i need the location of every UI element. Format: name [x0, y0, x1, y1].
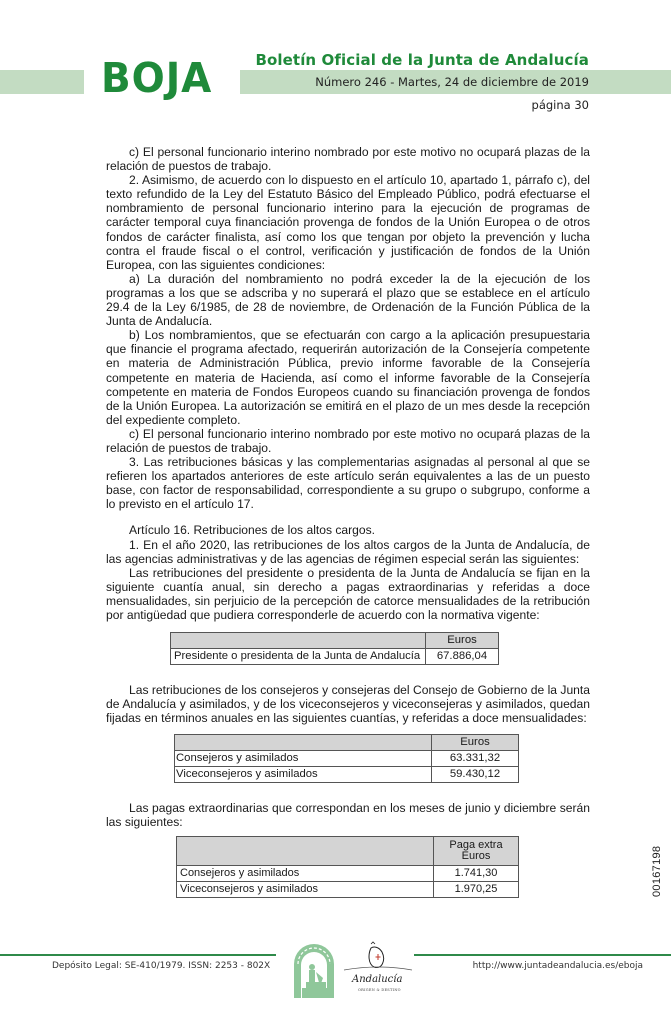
- andalucia-wordmark: Andalucía: [352, 974, 403, 985]
- article-heading: Artículo 16. Retribuciones de los altos cargos.: [129, 523, 376, 538]
- table-row: [175, 767, 519, 783]
- boja-logo: BOJA: [101, 54, 213, 102]
- table-cell-value: 1.741,30: [434, 865, 519, 881]
- paragraph: Las retribuciones de los consejeros y consejeras del Consejo de Gobierno de la Junta de Andalucía y asimilados, y de los viceconsejeros y viceconsejeras y asimilados, quedan fijadas en términos anuales en las siguientes cuantías, y referidas a doce mensualidades:: [106, 683, 590, 726]
- table-row: [171, 649, 499, 665]
- footer-rule-left: [0, 954, 276, 956]
- page-number: página 30: [531, 98, 589, 112]
- footer-rule-right: [414, 954, 671, 956]
- table-cell-label: Presidente o presidenta de la Junta de Andalucía: [171, 649, 426, 665]
- paragraph: 3. Las retribuciones básicas y las complementarias asignadas al personal al que se refieren los apartados anteriores de este artículo serán equivalentes a las de un puesto base, con factor de responsabilidad, correspondiente a su grupo o subgrupo, conforme a lo previsto en el artículo 17.: [106, 455, 590, 512]
- bulletin-title: Boletín Oficial de la Junta de Andalucía: [255, 51, 589, 69]
- table-header-row: [171, 633, 499, 649]
- andalucia-tagline: ORIGEN & DESTINO: [358, 988, 401, 992]
- paragraph: c) El personal funcionario interino nombrado por este motivo no ocupará plazas de la relación de puestos de trabajo.: [106, 145, 590, 174]
- issue-number-date: Número 246 - Martes, 24 de diciembre de 2019: [315, 75, 589, 89]
- president-salary-table: [170, 632, 499, 665]
- document-code: 00167198: [651, 845, 663, 897]
- boja-url-link[interactable]: http://www.juntadeandalucia.es/eboja: [472, 961, 643, 971]
- legal-deposit: Depósito Legal: SE-410/1979. ISSN: 2253 - 802X: [52, 961, 271, 971]
- junta-andalucia-emblem-icon: [290, 942, 338, 998]
- table-cell-value: 67.886,04: [426, 649, 499, 665]
- table-header-row: [177, 836, 519, 865]
- table-cell-value: 63.331,32: [432, 751, 519, 767]
- table-header-cell: [171, 633, 426, 649]
- table-header-cell: Euros: [432, 735, 519, 751]
- header-line: Paga extra: [449, 838, 503, 851]
- paragraph: Las pagas extraordinarias que correspondan en los meses de junio y diciembre serán las siguientes:: [106, 801, 590, 830]
- table-cell-value: 1.970,25: [434, 881, 519, 897]
- document-body: [106, 145, 590, 898]
- table-row: [177, 865, 519, 881]
- paragraph: a) La duración del nombramiento no podrá exceder la de la ejecución de los programas a los que se adscriba y no superará el plazo que se establece en el artículo 29.4 de la Ley 6/1985, de 28 de noviembre, de Ordenación de la Función Pública de la Junta de Andalucía.: [106, 271, 590, 329]
- table-cell-label: Consejeros y asimilados: [177, 865, 434, 881]
- pagas-extra-table: [176, 836, 519, 898]
- table-row: [177, 881, 519, 897]
- paragraph: Las retribuciones del presidente o presidenta de la Junta de Andalucía se fijan en la siguiente cuantía anual, sin derecho a pagas extraordinarias y referidas a doce mensualidades, sin perjuicio de la percepción de catorce mensualidades de la retribución por antigüedad que pudiera corresponderle de acuerdo con la normativa vigente:: [106, 565, 590, 622]
- table-cell-label: Consejeros y asimilados: [175, 751, 432, 767]
- table-header-cell: Euros: [426, 633, 499, 649]
- table-row: [175, 751, 519, 767]
- table-cell-label: Viceconsejeros y asimilados: [175, 767, 432, 783]
- table-header-cell: [177, 836, 434, 865]
- header-line: Euros: [461, 849, 491, 862]
- andalucia-brand-icon: [338, 940, 418, 1002]
- table-cell-label: Viceconsejeros y asimilados: [177, 881, 434, 897]
- table-header-row: [175, 735, 519, 751]
- table-header-cell: [434, 836, 519, 865]
- paragraph: c) El personal funcionario interino nombrado por este motivo no ocupará plazas de la relación de puestos de trabajo.: [106, 426, 590, 455]
- paragraph: 2. Asimismo, de acuerdo con lo dispuesto en el artículo 10, apartado 1, párrafo c), del texto refundido de la Ley del Estatuto Básico del Empleado Público, podrá efectuarse el nombramiento de personal funcionario interino para la ejecución de programas de carácter temporal cuya financiación provenga de fondos de la Unión Europea o de otros fondos de carácter finalista, así como los que tengan por objeto la prevención y lucha contra el fraude fiscal o el control, verificación y justificación de fondos de la Unión Europea, con las siguientes condiciones:: [106, 173, 590, 272]
- table-header-cell: [175, 735, 432, 751]
- paragraph: 1. En el año 2020, las retribuciones de los altos cargos de la Junta de Andalucía, de las agencias administrativas y de las agencias de régimen especial serán las siguientes:: [106, 537, 590, 566]
- consejeros-salary-table: [174, 734, 519, 783]
- table-cell-value: 59.430,12: [432, 767, 519, 783]
- header-band-left: [0, 70, 84, 94]
- paragraph: b) Los nombramientos, que se efectuarán con cargo a la aplicación presupuestaria que financie el programa afectado, requerirán autorización de la Consejería competente en materia de Administración Pública, previo informe favorable de la Consejería competente en materia de Hacienda, así como el informe favorable de la Consejería competente en materia de Fondos Europeos cuando su financiación provenga de fondos de la Unión Europea. La autorización se emitirá en el plazo de un mes desde la recepción del expediente completo.: [106, 328, 590, 427]
